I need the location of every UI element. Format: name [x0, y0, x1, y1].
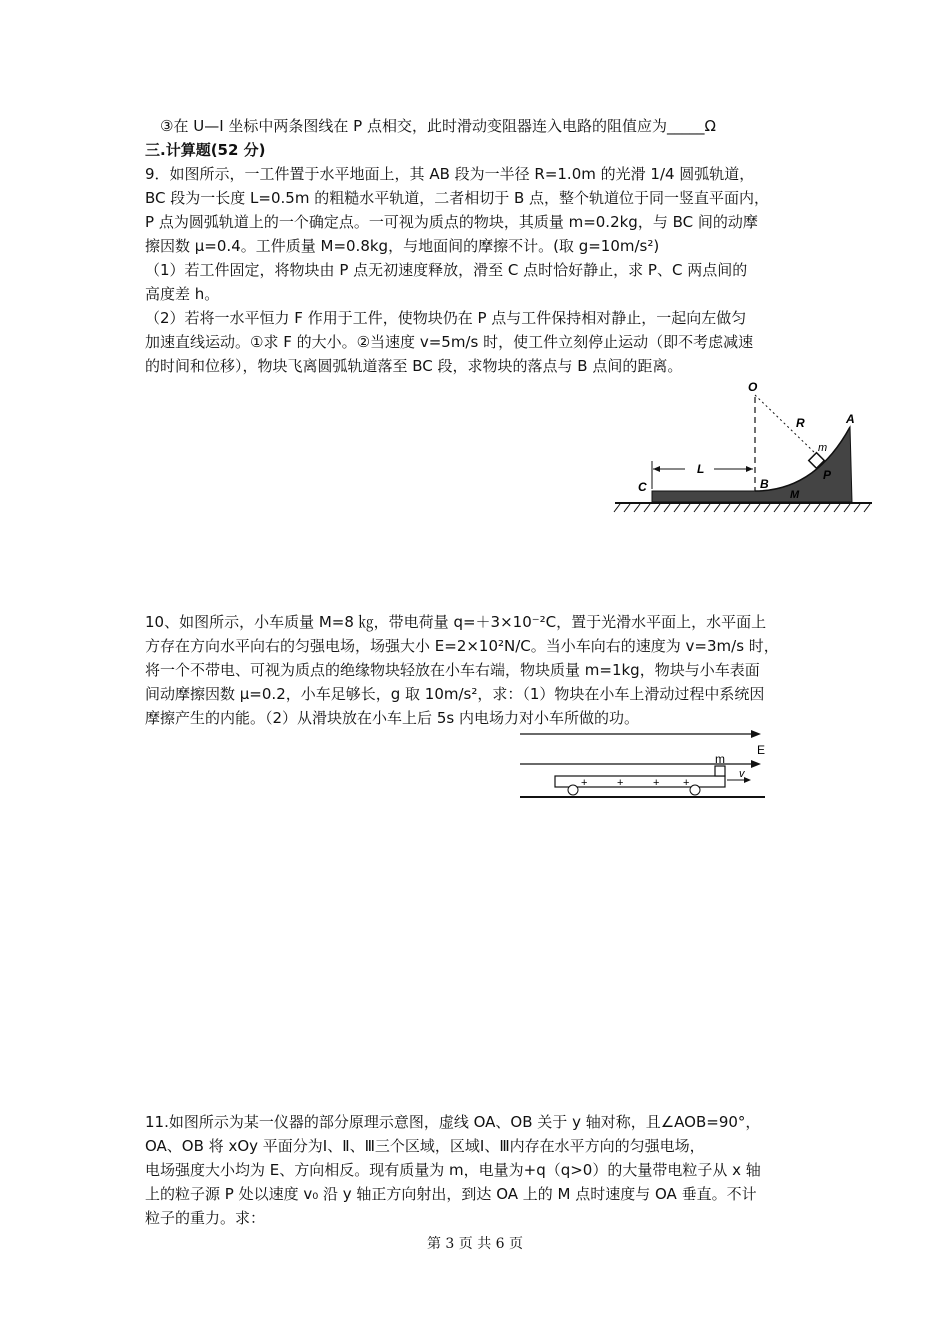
question-9-line: 高度差 h。 [145, 285, 220, 303]
question-9-line: 擦因数 μ=0.4。工件质量 M=0.8kg，与地面间的摩擦不计。(取 g=10m/s²) [145, 237, 660, 255]
block-m [715, 766, 725, 776]
label-O: O [748, 380, 758, 394]
label-v: v [739, 768, 745, 780]
charge-sign: + [617, 777, 624, 789]
charge-sign: + [683, 777, 690, 789]
question-9-line: （1）若工件固定，将物块由 P 点无初速度释放，滑至 C 点时恰好静止，求 P、C 两点间的 [145, 261, 748, 279]
label-E: E [757, 743, 766, 757]
label-P: P [823, 468, 832, 482]
question-10-line: 方存在方向水平向右的匀强电场，场强大小 E=2×10²N/C。当小车向右的速度为 v=3m/s 时， [145, 637, 779, 655]
question-9-line: 9．如图所示，一工件置于水平地面上，其 AB 段为一半径 R=1.0m 的光滑 1/4 圆弧轨道， [145, 165, 755, 183]
question-9-line: 的时间和位移），物块飞离圆弧轨道落至 BC 段，求物块的落点与 B 点间的距离。 [145, 357, 683, 375]
question-11-line: 11.如图所示为某一仪器的部分原理示意图，虚线 OA、OB 关于 y 轴对称，且∠AOB=90°， [145, 1113, 761, 1131]
question-10-line: 将一个不带电、可视为质点的绝缘物块轻放在小车右端，物块质量 m=1kg，物块与小车表面 [145, 661, 760, 679]
label-M: M [790, 489, 800, 501]
charge-sign: + [653, 777, 660, 789]
question-9-line: 加速直线运动。①求 F 的大小。②当速度 v=5m/s 时，使工件立刻停止运动（即不考虑减速 [145, 333, 754, 351]
question-10-line: 摩擦产生的内能。（2）从滑块放在小车上后 5s 内电场力对小车所做的功。 [145, 709, 639, 727]
question-10-line: 10、如图所示，小车质量 M=8 ㎏，带电荷量 q=＋3×10⁻²C，置于光滑水平面上，水平面上 [145, 613, 767, 631]
question-9-line: P 点为圆弧轨道上的一个确定点。一可视为质点的物块，其质量 m=0.2kg，与 BC 间的动摩 [145, 213, 758, 231]
figure-q9-track [610, 375, 880, 525]
label-B: B [760, 477, 769, 491]
question-10-line: 间动摩擦因数 μ=0.2，小车足够长，g 取 10m/s²，求：（1）物块在小车上滑动过程中系统因 [145, 685, 765, 703]
question-11-line: 电场强度大小均为 E、方向相反。现有质量为 m，电量为+q（q>0）的大量带电粒子从 x 轴 [145, 1161, 761, 1179]
label-A: A [846, 412, 855, 426]
figure-q10-cart [515, 722, 775, 804]
question-11-line: OA、OB 将 xOy 平面分为Ⅰ、Ⅱ、Ⅲ三个区域，区域Ⅰ、Ⅲ内存在水平方向的匀强电场， [145, 1137, 705, 1155]
label-L: L [697, 462, 705, 476]
text-line: ③在 U—I 坐标中两条图线在 P 点相交，此时滑动变阻器连入电路的阻值应为_____Ω [160, 117, 716, 135]
question-11-line: 上的粒子源 P 处以速度 v₀ 沿 y 轴正方向射出，到达 OA 上的 M 点时速度与 OA 垂直。不计 [145, 1185, 757, 1203]
label-m: m [818, 442, 828, 454]
question-9-line: （2）若将一水平恒力 F 作用于工件，使物块仍在 P 点与工件保持相对静止，一起向左做匀 [145, 309, 747, 327]
label-R: R [796, 416, 805, 430]
page-footer: 第 3 页 共 6 页 [426, 1236, 524, 1252]
label-m: m [715, 752, 725, 766]
charge-sign: + [581, 777, 588, 789]
section-heading: 三.计算题(52 分) [145, 141, 266, 159]
label-C: C [638, 480, 647, 494]
question-9-line: BC 段为一长度 L=0.5m 的粗糙水平轨道，二者相切于 B 点，整个轨道位于同一竖直平面内， [145, 189, 770, 207]
question-11-line: 粒子的重力。求： [145, 1209, 266, 1227]
